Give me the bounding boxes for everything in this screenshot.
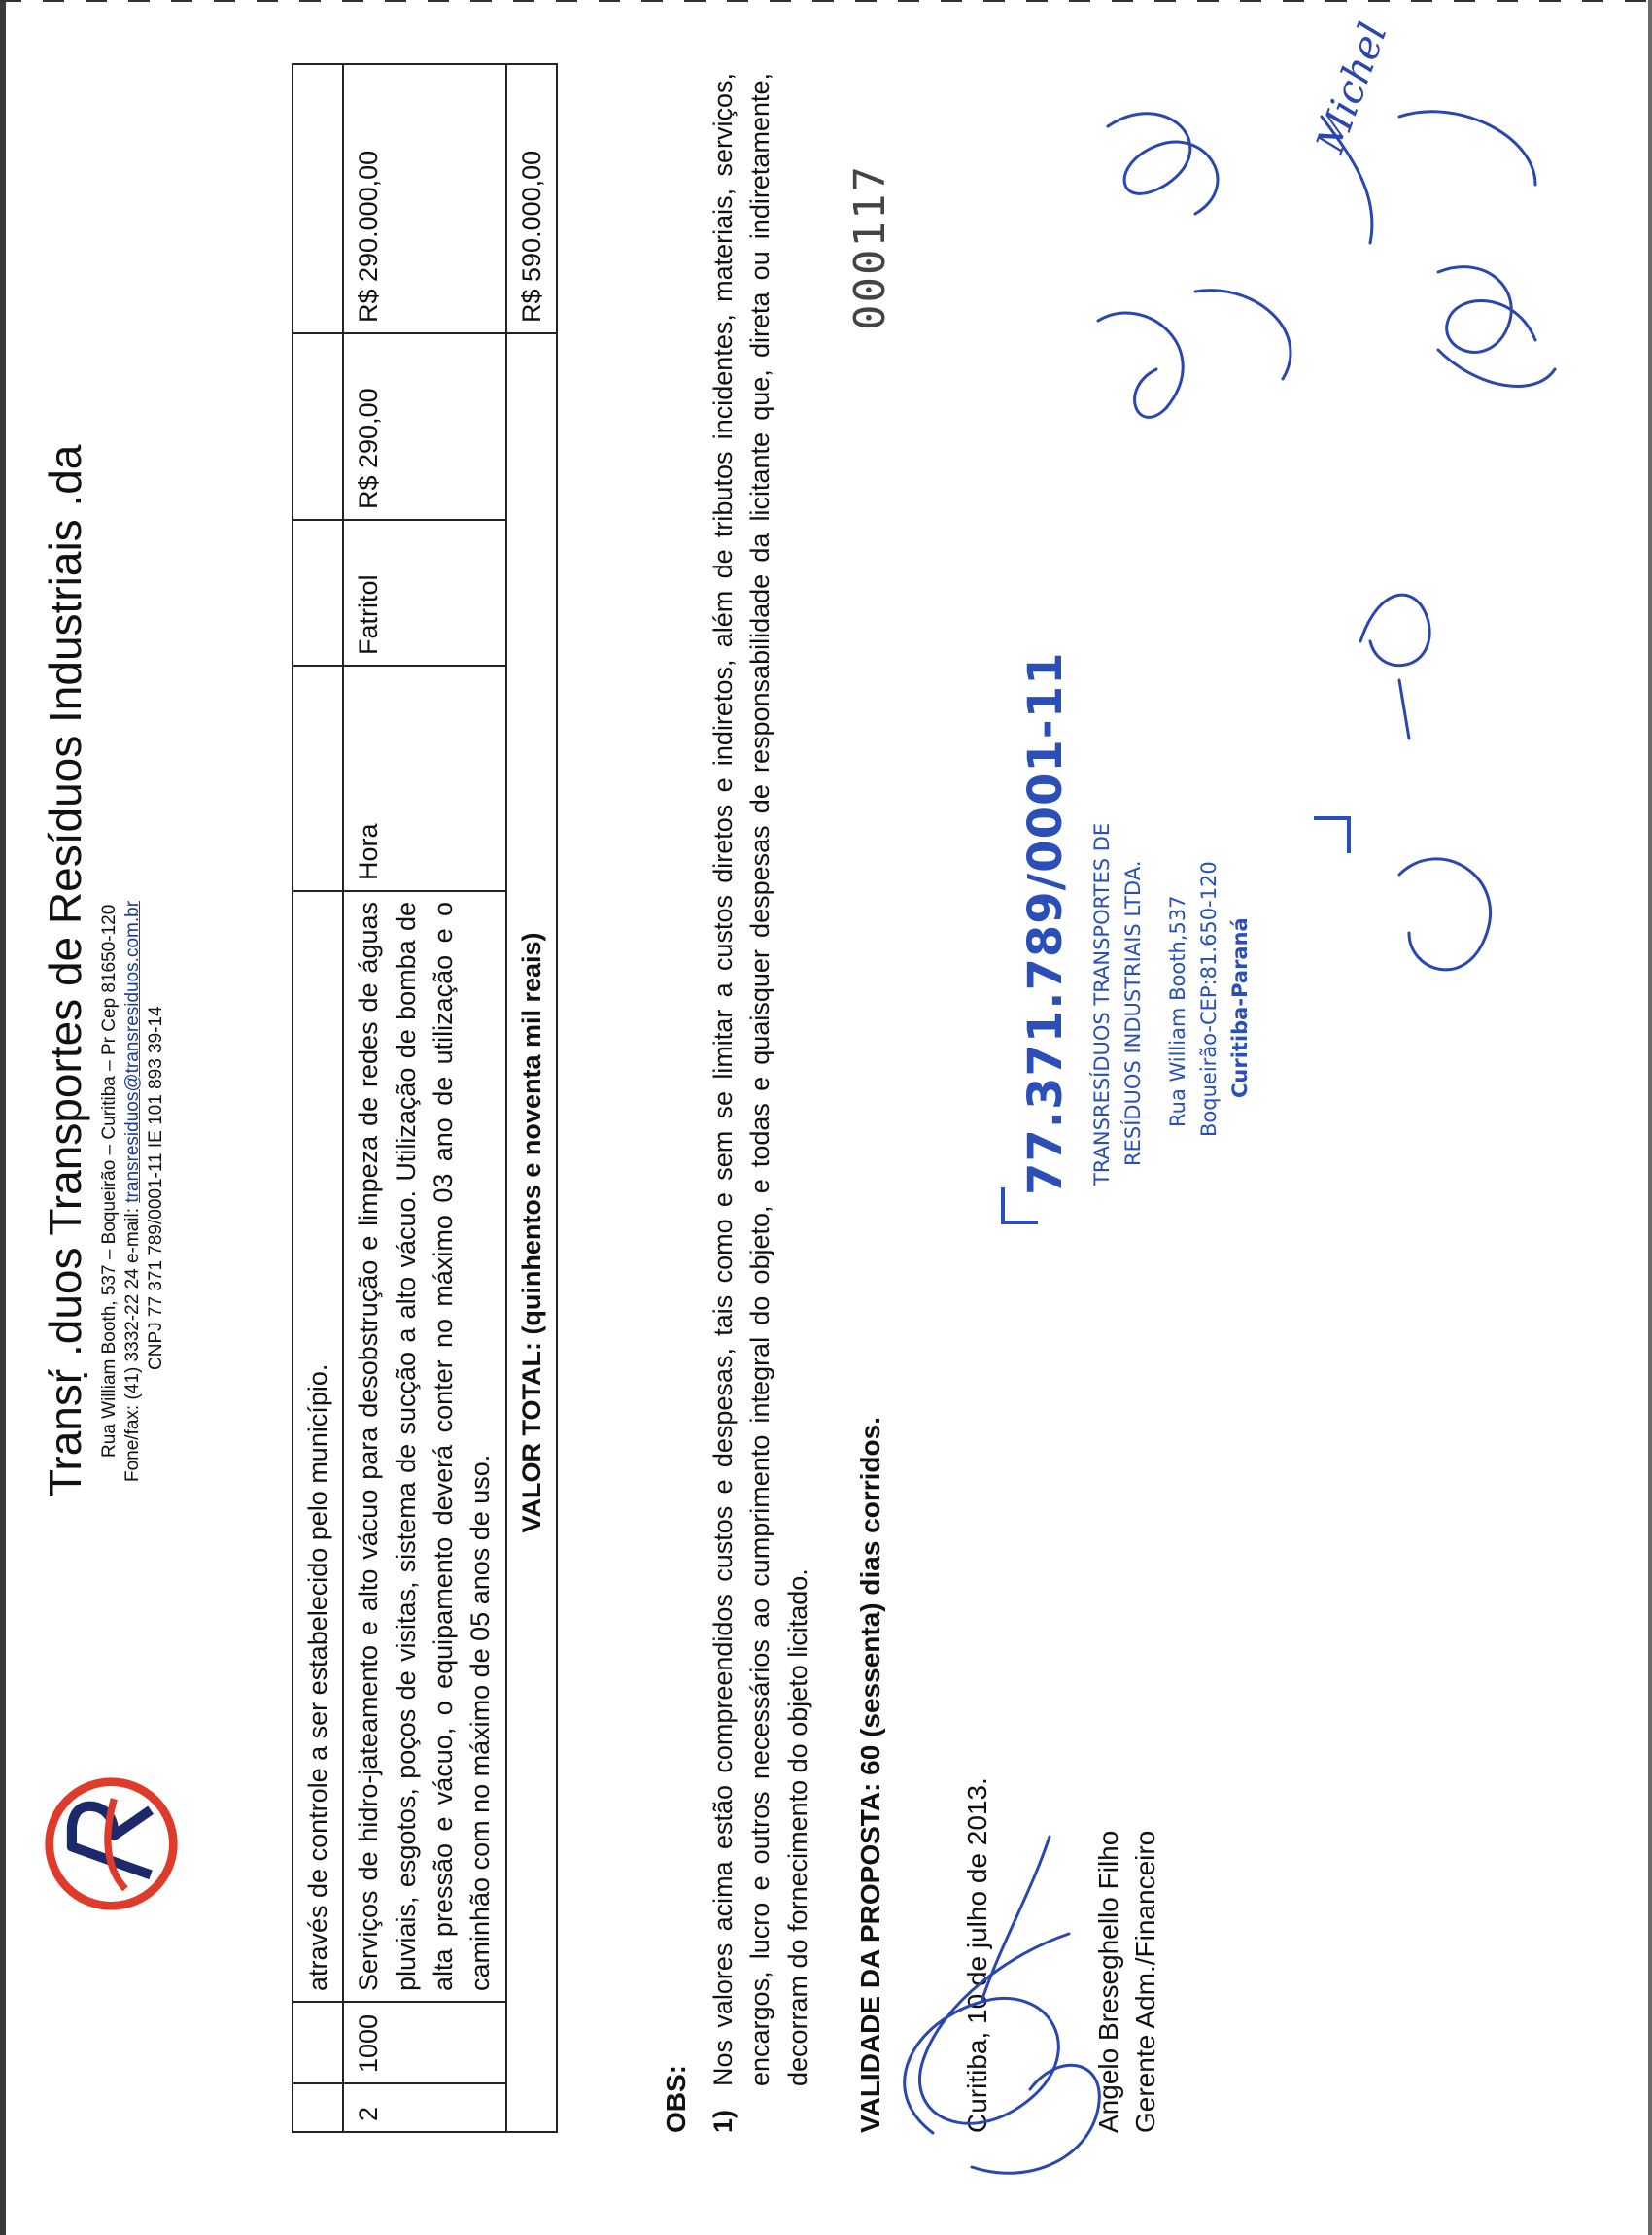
obs-title: OBS:	[661, 2065, 691, 2133]
table-cell	[293, 2083, 343, 2132]
table-cell-total: R$ 290.000,00	[343, 64, 505, 333]
table-cell-brand: Fatritol	[343, 520, 505, 666]
company-address: Rua William Booth, 537 – Boqueirão – Curitiba – Pr Cep 81650-120	[99, 904, 120, 1458]
table-cell-description: Serviços de hidro-jateamento e alto vácuo para desobstrução e limpeza de redes de águas pluviais, esgotos, poços de visitas, sistema de sucção a alto vácuo. Utilização de bomba de alta pressão e vácuo, o equipamento deverá conter no máximo 03 ano de utilização e o caminhão com no máximo de 05 anos de uso.	[343, 891, 505, 2002]
place-date: Curitiba, 10 de julho de 2013.	[962, 1777, 992, 2133]
table-cell-unit: Hora	[343, 666, 505, 891]
handwritten-michel: Michel	[1308, 17, 1396, 159]
obs-item	[705, 73, 816, 2133]
table-cell	[293, 520, 343, 666]
company-contact	[122, 901, 144, 1482]
table-cell	[293, 666, 343, 891]
stamp-line: Boqueirão-CEP:81.650-120	[1197, 861, 1221, 1137]
stamp-line: TRANSRESÍDUOS TRANSPORTES DE	[1090, 822, 1114, 1186]
stamp-line: Rua William Booth,537	[1166, 895, 1189, 1127]
company-logo	[41, 1773, 182, 1914]
signatory-name: Angelo Breseghello Filho	[1093, 1830, 1123, 2133]
table-cell	[293, 64, 343, 333]
table-cell	[293, 333, 343, 520]
items-table	[292, 63, 558, 2133]
total-value: R$ 590.000,00	[506, 64, 557, 333]
stamp-cnpj: 77.371.789/0001-11	[1018, 651, 1073, 1195]
obs-item-number: 1)	[708, 2109, 738, 2133]
table-row	[343, 64, 505, 2132]
stamp-line: RESÍDUOS INDUSTRIAIS LTDA.	[1121, 860, 1145, 1166]
table-cell-description: através de controle a ser estabelecido pelo município.	[293, 891, 343, 2002]
company-registration: CNPJ 77 371 789/0001-11 IE 101 893 39-14	[146, 1006, 166, 1370]
proposal-validity: VALIDADE DA PROPOSTA: 60 (sessenta) dias corridos.	[855, 1417, 885, 2133]
document-number: 000117	[845, 164, 895, 330]
stamp-corner	[1314, 816, 1351, 853]
company-name: Transṛ́ .duos Transportes de Resíduos Industriais .da	[40, 444, 90, 1496]
obs-item-text: Nos valores acima estão compreendidos custos e despesas, tais como e sem se limitar a custos diretos e indiretos, além de tributos incidentes, materiais, serviços, encargos, lucro e outros necessários ao cumprimento integral do objeto, e todas e quaisquer despesas de responsabilidade da licitante que, direta ou indiretamente, decorram do fornecimento do objeto licitado.	[708, 73, 812, 2086]
table-cell-quantity: 1000	[343, 2002, 505, 2083]
table-row-total	[506, 64, 557, 2132]
table-row-continuation	[293, 64, 343, 2132]
table-cell-unit-price: R$ 290,00	[343, 333, 505, 520]
table-cell	[293, 2002, 343, 2083]
company-email-link[interactable]: transresiduos@transresiduos.com.br	[122, 900, 143, 1203]
signatory-role: Gerente Adm./Financeiro	[1130, 1830, 1160, 2133]
total-label: VALOR TOTAL: (quinhentos e noventa mil reais)	[506, 333, 557, 2132]
company-contact-prefix: Fone/fax: (41) 3332-22 24 e-mail:	[122, 1208, 143, 1482]
table-cell-item: 2	[343, 2083, 505, 2132]
stamp-line: Curitiba-Paraná	[1228, 917, 1252, 1098]
company-stamp	[1001, 651, 1351, 1224]
